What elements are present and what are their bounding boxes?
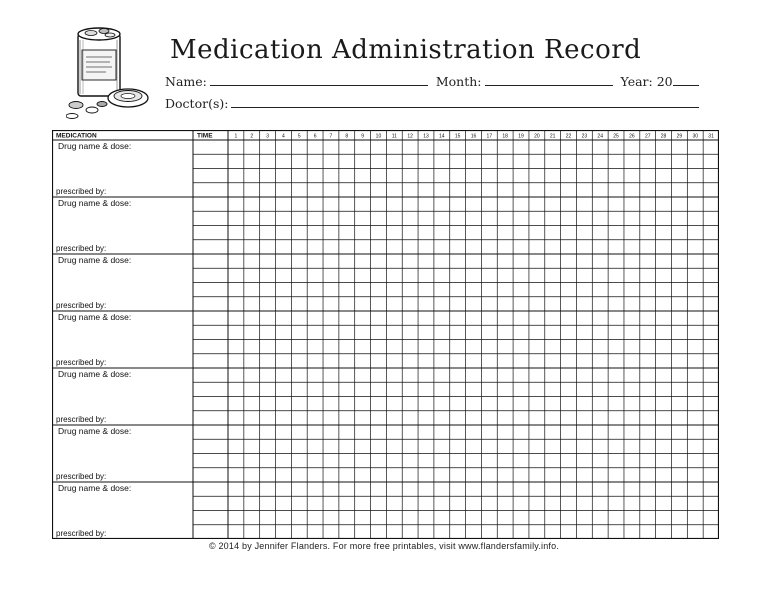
block-labels bbox=[56, 141, 131, 538]
day-header-24: 24 bbox=[597, 133, 603, 140]
day-header-2: 2 bbox=[250, 133, 254, 140]
day-header-8: 8 bbox=[345, 133, 349, 140]
prescribed-by-label: prescribed by: bbox=[56, 472, 107, 481]
day-header-21: 21 bbox=[549, 133, 556, 140]
day-header-18: 18 bbox=[502, 133, 508, 140]
day-header-11: 11 bbox=[391, 133, 397, 140]
drug-name-dose-label: Drug name & dose: bbox=[58, 483, 132, 493]
day-header-6: 6 bbox=[313, 133, 317, 140]
time-column-header: TIME bbox=[197, 132, 213, 140]
day-header-1: 1 bbox=[234, 133, 238, 140]
doctor-label: Doctor(s): bbox=[165, 96, 229, 111]
day-header-9: 9 bbox=[361, 133, 365, 140]
name-month-year-row bbox=[165, 73, 707, 89]
drug-name-dose-label: Drug name & dose: bbox=[58, 198, 132, 208]
day-header-17: 17 bbox=[486, 133, 493, 140]
doctor-row bbox=[165, 95, 707, 111]
day-header-4: 4 bbox=[282, 133, 285, 140]
name-field[interactable] bbox=[210, 73, 428, 86]
prescribed-by-label: prescribed by: bbox=[56, 244, 107, 253]
prescribed-by-label: prescribed by: bbox=[56, 358, 107, 367]
day-header-13: 13 bbox=[423, 133, 429, 140]
drug-name-dose-label: Drug name & dose: bbox=[58, 369, 132, 379]
year-label: Year: 20 bbox=[620, 74, 673, 89]
prescribed-by-label: prescribed by: bbox=[56, 301, 107, 310]
medication-column-header: MEDICATION bbox=[56, 132, 97, 140]
day-header-26: 26 bbox=[629, 133, 635, 140]
day-header-15: 15 bbox=[454, 133, 461, 140]
day-header-30: 30 bbox=[692, 133, 699, 140]
drug-name-dose-label: Drug name & dose: bbox=[58, 426, 132, 436]
page-title: Medication Administration Record bbox=[170, 35, 642, 65]
day-header-3: 3 bbox=[266, 133, 269, 140]
grid-border bbox=[53, 131, 719, 539]
prescribed-by-label: prescribed by: bbox=[56, 187, 107, 196]
day-header-25: 25 bbox=[613, 133, 619, 140]
medication-grid bbox=[52, 130, 719, 539]
day-header-10: 10 bbox=[375, 133, 382, 140]
drug-name-dose-label: Drug name & dose: bbox=[58, 255, 132, 265]
day-header-5: 5 bbox=[297, 133, 301, 140]
copyright-footer: © 2014 by Jennifer Flanders. For more free printables, visit www.flandersfamily.info. bbox=[208, 541, 560, 551]
day-header-28: 28 bbox=[660, 133, 667, 140]
day-header-22: 22 bbox=[565, 133, 572, 140]
month-field[interactable] bbox=[485, 73, 613, 86]
day-header-31: 31 bbox=[708, 133, 714, 140]
pill-bottle-icon bbox=[66, 20, 158, 122]
drug-name-dose-label: Drug name & dose: bbox=[58, 312, 132, 322]
pill-bottle-illustration bbox=[66, 20, 158, 122]
day-header-19: 19 bbox=[518, 133, 524, 140]
month-label: Month: bbox=[435, 74, 482, 89]
day-header-7: 7 bbox=[329, 133, 333, 140]
day-header-29: 29 bbox=[676, 133, 683, 140]
day-header-27: 27 bbox=[644, 133, 651, 140]
day-header-20: 20 bbox=[534, 133, 540, 140]
name-label: Name: bbox=[165, 74, 207, 89]
drug-name-dose-label: Drug name & dose: bbox=[58, 141, 132, 151]
day-headers bbox=[235, 134, 715, 140]
day-header-14: 14 bbox=[439, 133, 445, 140]
doctor-field[interactable] bbox=[231, 95, 699, 108]
prescribed-by-label: prescribed by: bbox=[56, 529, 107, 538]
day-header-12: 12 bbox=[407, 133, 413, 140]
prescribed-by-label: prescribed by: bbox=[56, 415, 107, 424]
grid-lines bbox=[52, 130, 719, 539]
year-field[interactable] bbox=[673, 73, 699, 86]
day-header-23: 23 bbox=[581, 133, 588, 140]
day-header-16: 16 bbox=[470, 133, 477, 140]
